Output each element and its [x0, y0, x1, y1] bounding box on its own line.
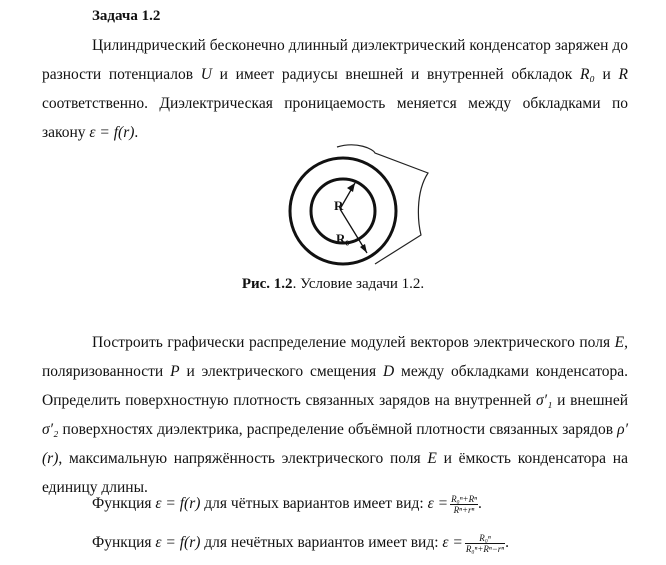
text: Функция [92, 534, 156, 552]
text: поверхностях диэлектрика, распределение объёмной плотности связанных зарядов [58, 421, 618, 438]
capacitor-figure [285, 143, 445, 269]
fraction-numerator: R₀ⁿ+Rⁿ [451, 494, 477, 504]
text: соответственно. Диэлектрическая проницаемость меняется между обкладками по закону [42, 95, 628, 141]
fraction [465, 533, 505, 554]
figure-caption [0, 276, 666, 293]
problem-statement [42, 31, 628, 147]
text: , максимальную напряжённость электрического поля [58, 450, 428, 467]
symbol-sigma2: σ′₂ [42, 421, 59, 438]
label-R0: R₀ [336, 231, 350, 246]
text: для чётных вариантов имеет вид: [200, 495, 428, 513]
symbol-U: U [200, 66, 212, 83]
fraction [450, 494, 478, 515]
formula-law: ε = f(r) [155, 534, 201, 552]
formula-law: ε = f(r) [155, 495, 201, 513]
symbol-P: P [170, 363, 180, 380]
fraction-numerator: R₀ⁿ [465, 533, 505, 544]
symbol-D: D [382, 363, 395, 380]
formula-law: ε = f(r) [89, 124, 135, 141]
symbol-R0: R₀ [580, 66, 595, 83]
text: . [134, 124, 139, 141]
text: и ёмкость конденсатора на единицу длины. [42, 450, 628, 496]
label-R: R [334, 198, 344, 213]
symbol-E: E [614, 334, 625, 351]
caption-label: Рис. 1.2 [241, 276, 293, 292]
text: между обкладками конденсатора. Определить поверхностную плотность связанных зарядов на внутренней [42, 363, 629, 409]
symbol-E: E [427, 450, 437, 467]
text: и электрического смещения [179, 363, 383, 380]
text: . [477, 495, 482, 513]
symbol-sigma1: σ′₁ [535, 392, 553, 409]
problem-title: Задача 1.2 [92, 8, 161, 24]
fraction-denominator: Rⁿ+rⁿ [453, 505, 475, 515]
text: для нечётных вариантов имеет вид: [200, 534, 443, 552]
caption-text: . Условие задачи 1.2. [292, 276, 425, 292]
text: . [505, 534, 510, 552]
text: и внешней [552, 392, 628, 409]
text: и имеет радиусы внешней и внутренней обкладок [211, 66, 581, 83]
formula-eps: ε = [442, 534, 463, 552]
task-paragraph [42, 328, 628, 502]
text: Цилиндрический бесконечно длинный диэлектрический конденсатор заряжен до разности потенциалов [42, 37, 628, 83]
text: Построить графически распределение модулей векторов электрического поля [92, 334, 615, 351]
symbol-rho: ρ′(r) [42, 421, 628, 467]
function-odd [92, 533, 509, 554]
text: , поляризованности [42, 334, 628, 380]
fraction-denominator: R₀ⁿ+Rⁿ−rⁿ [465, 544, 505, 554]
function-even [92, 494, 482, 515]
text: и [594, 66, 619, 83]
formula-eps: ε = [427, 495, 449, 513]
symbol-R: R [618, 66, 629, 83]
text: Функция [92, 495, 156, 513]
